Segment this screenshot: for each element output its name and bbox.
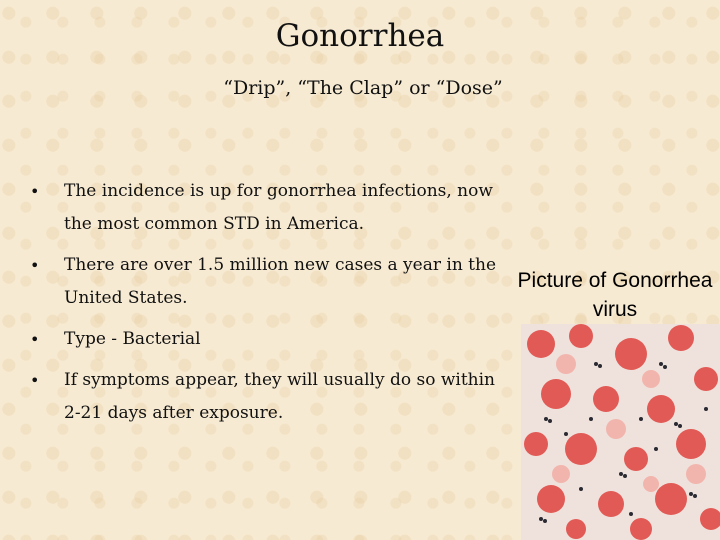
bullet-icon: •: [30, 182, 40, 201]
bullet-text: There are over 1.5 million new cases a year in the United States.: [64, 255, 497, 308]
bullet-icon: •: [30, 330, 40, 349]
slide-title: Gonorrhea: [275, 18, 445, 54]
bullet-icon: •: [30, 371, 40, 390]
list-item: [30, 323, 500, 356]
image-caption: Picture of Gonorrhea virus: [517, 269, 713, 321]
micrograph-image: [521, 324, 720, 540]
bullet-list: [30, 175, 500, 438]
bullet-text: Type - Bacterial: [64, 329, 201, 349]
slide-subtitle: “Drip”, “The Clap” or “Dose”: [223, 77, 503, 99]
bullet-text: The incidence is up for gonorrhea infections, now the most common STD in America.: [64, 181, 493, 234]
bullet-text: If symptoms appear, they will usually do so within 2-21 days after exposure.: [64, 370, 496, 423]
list-item: [30, 249, 500, 315]
list-item: [30, 364, 500, 430]
list-item: [30, 175, 500, 241]
bullet-icon: •: [30, 256, 40, 275]
